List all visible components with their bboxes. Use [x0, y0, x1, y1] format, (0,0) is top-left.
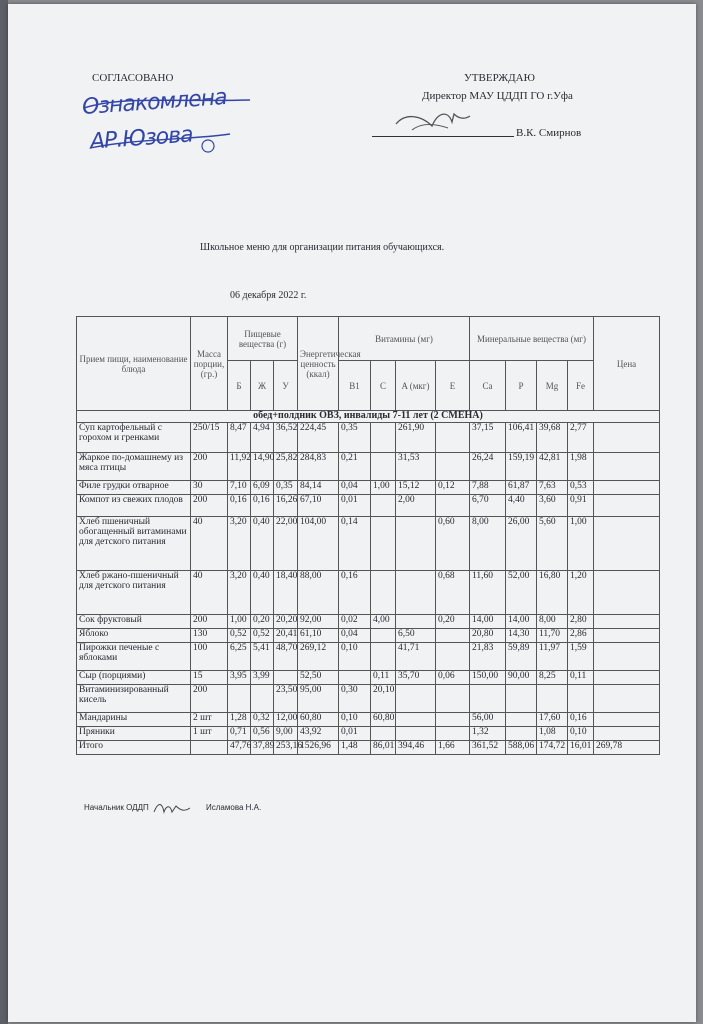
cell-mass: 200	[191, 453, 228, 481]
cell-mass: 2 шт	[191, 713, 228, 727]
cell-e: 0,20	[436, 615, 470, 629]
cell-b: 8,47	[228, 423, 251, 453]
cell-e	[436, 685, 470, 713]
cell-zh: 0,56	[251, 727, 274, 741]
cell-c	[371, 495, 396, 517]
cell-zh: 0,40	[251, 517, 274, 571]
cell-b1: 0,14	[339, 517, 371, 571]
cell-price	[594, 727, 660, 741]
cell-p: 106,41	[506, 423, 537, 453]
cell-energy: 52,50	[298, 671, 339, 685]
cell-energy: 61,10	[298, 629, 339, 643]
cell-energy: 60,80	[298, 713, 339, 727]
cell-mass: 100	[191, 643, 228, 671]
cell-energy: 92,00	[298, 615, 339, 629]
cell-ca: 8,00	[470, 517, 506, 571]
table-row	[77, 453, 660, 481]
header-e: E	[436, 361, 470, 411]
cell-ca	[470, 685, 506, 713]
cell-price	[594, 643, 660, 671]
total-u: 253,16	[274, 741, 298, 755]
cell-a: 41,71	[396, 643, 436, 671]
cell-e: 0,68	[436, 571, 470, 615]
document-date: 06 декабря 2022 г.	[230, 290, 307, 301]
cell-a	[396, 517, 436, 571]
cell-b1	[339, 671, 371, 685]
total-b1: 1,48	[339, 741, 371, 755]
menu-table	[76, 316, 660, 755]
cell-fe: 1,00	[568, 517, 594, 571]
cell-a	[396, 685, 436, 713]
cell-zh: 0,40	[251, 571, 274, 615]
cell-name: Пирожки печеные с яблоками	[77, 643, 191, 671]
cell-e	[436, 629, 470, 643]
approval-right-title: УТВЕРЖДАЮ	[464, 72, 535, 84]
cell-c	[371, 727, 396, 741]
header-meal: Прием пищи, наименование блюда	[77, 317, 191, 411]
cell-mass: 15	[191, 671, 228, 685]
cell-b: 7,10	[228, 481, 251, 495]
cell-a: 261,90	[396, 423, 436, 453]
cell-price	[594, 571, 660, 615]
header-vitamins: Витамины (мг)	[339, 317, 470, 361]
footer-position: Начальник ОДДП	[84, 803, 149, 812]
cell-c	[371, 423, 396, 453]
cell-b: 0,71	[228, 727, 251, 741]
cell-price	[594, 423, 660, 453]
cell-fe: 0,10	[568, 727, 594, 741]
cell-u: 18,40	[274, 571, 298, 615]
cell-name: Хлеб пшеничный обогащенный витаминами для детского питания	[77, 517, 191, 571]
cell-fe: 0,16	[568, 713, 594, 727]
cell-a: 6,50	[396, 629, 436, 643]
cell-name: Суп картофельный с горохом и гренками	[77, 423, 191, 453]
cell-zh: 0,52	[251, 629, 274, 643]
cell-a	[396, 727, 436, 741]
cell-a	[396, 713, 436, 727]
cell-u: 23,50	[274, 685, 298, 713]
cell-b: 11,92	[228, 453, 251, 481]
cell-fe: 0,91	[568, 495, 594, 517]
cell-p: 14,30	[506, 629, 537, 643]
header-energy: Энергетическая ценность (ккал)	[298, 317, 339, 411]
signature-line	[372, 136, 514, 137]
cell-name: Сыр (порциями)	[77, 671, 191, 685]
total-name: Итого	[77, 741, 191, 755]
cell-b1: 0,10	[339, 643, 371, 671]
cell-b1: 0,04	[339, 629, 371, 643]
header-ca: Ca	[470, 361, 506, 411]
cell-price	[594, 629, 660, 643]
cell-b1: 0,21	[339, 453, 371, 481]
cell-c: 1,00	[371, 481, 396, 495]
cell-ca: 21,83	[470, 643, 506, 671]
cell-mass: 200	[191, 685, 228, 713]
header-mg: Mg	[537, 361, 568, 411]
cell-a: 15,12	[396, 481, 436, 495]
footer-signature	[152, 800, 192, 816]
cell-u: 48,70	[274, 643, 298, 671]
cell-p: 4,40	[506, 495, 537, 517]
cell-c: 4,00	[371, 615, 396, 629]
cell-c	[371, 453, 396, 481]
header-b1: B1	[339, 361, 371, 411]
cell-mg: 16,80	[537, 571, 568, 615]
total-a: 394,46	[396, 741, 436, 755]
cell-mg: 11,70	[537, 629, 568, 643]
director-signature	[392, 104, 472, 136]
cell-mg: 7,63	[537, 481, 568, 495]
section-title: обед+полдник ОВЗ, инвалиды 7-11 лет (2 СМЕНА)	[77, 411, 660, 423]
cell-mg: 39,68	[537, 423, 568, 453]
approval-left-title: СОГЛАСОВАНО	[92, 72, 174, 84]
table-row	[77, 727, 660, 741]
cell-ca: 26,24	[470, 453, 506, 481]
cell-fe: 2,86	[568, 629, 594, 643]
cell-fe: 0,11	[568, 671, 594, 685]
document-title: Школьное меню для организации питания обучающихся.	[200, 242, 445, 253]
cell-fe: 1,59	[568, 643, 594, 671]
cell-ca: 11,60	[470, 571, 506, 615]
header-zh: Ж	[251, 361, 274, 411]
cell-price	[594, 453, 660, 481]
cell-u: 16,26	[274, 495, 298, 517]
cell-e	[436, 453, 470, 481]
cell-b: 3,20	[228, 517, 251, 571]
header-p: P	[506, 361, 537, 411]
cell-ca: 14,00	[470, 615, 506, 629]
cell-zh: 4,94	[251, 423, 274, 453]
cell-u: 0,35	[274, 481, 298, 495]
cell-name: Филе грудки отварное	[77, 481, 191, 495]
cell-zh: 0,32	[251, 713, 274, 727]
header-a: A (мкг)	[396, 361, 436, 411]
table-row	[77, 481, 660, 495]
header-b: Б	[228, 361, 251, 411]
handwritten-line-2: АР.Юзова	[89, 122, 194, 155]
table-row	[77, 671, 660, 685]
total-c: 86,01	[371, 741, 396, 755]
table-row	[77, 629, 660, 643]
cell-ca: 56,00	[470, 713, 506, 727]
table-row	[77, 571, 660, 615]
total-zh: 37,89	[251, 741, 274, 755]
cell-name: Яблоко	[77, 629, 191, 643]
header-c: C	[371, 361, 396, 411]
cell-name: Витаминизированный кисель	[77, 685, 191, 713]
cell-fe: 1,98	[568, 453, 594, 481]
cell-p	[506, 713, 537, 727]
cell-b: 3,20	[228, 571, 251, 615]
total-p: 588,06	[506, 741, 537, 755]
table-row	[77, 713, 660, 727]
cell-c	[371, 643, 396, 671]
cell-b1: 0,16	[339, 571, 371, 615]
cell-name: Сок фруктовый	[77, 615, 191, 629]
cell-ca: 7,88	[470, 481, 506, 495]
header-fe: Fe	[568, 361, 594, 411]
cell-energy: 67,10	[298, 495, 339, 517]
total-ca: 361,52	[470, 741, 506, 755]
cell-ca: 20,80	[470, 629, 506, 643]
cell-price	[594, 671, 660, 685]
cell-zh: 6,09	[251, 481, 274, 495]
cell-c	[371, 571, 396, 615]
total-price: 269,78	[594, 741, 660, 755]
cell-e	[436, 727, 470, 741]
cell-u: 36,52	[274, 423, 298, 453]
cell-a: 35,70	[396, 671, 436, 685]
cell-energy: 43,92	[298, 727, 339, 741]
table-row	[77, 615, 660, 629]
cell-u: 25,82	[274, 453, 298, 481]
cell-mass: 30	[191, 481, 228, 495]
cell-energy: 88,00	[298, 571, 339, 615]
cell-b1: 0,01	[339, 495, 371, 517]
cell-b: 0,16	[228, 495, 251, 517]
cell-name: Мандарины	[77, 713, 191, 727]
approval-right-name: В.К. Смирнов	[516, 127, 582, 139]
cell-e	[436, 713, 470, 727]
cell-c	[371, 517, 396, 571]
cell-ca: 6,70	[470, 495, 506, 517]
cell-b1: 0,01	[339, 727, 371, 741]
cell-b1: 0,10	[339, 713, 371, 727]
cell-ca: 1,32	[470, 727, 506, 741]
cell-price	[594, 713, 660, 727]
cell-b: 1,00	[228, 615, 251, 629]
cell-mg	[537, 685, 568, 713]
total-energy: 1526,96	[298, 741, 339, 755]
cell-mg: 8,25	[537, 671, 568, 685]
cell-fe: 1,20	[568, 571, 594, 615]
approval-right-position: Директор МАУ ЦДДП ГО г.Уфа	[422, 90, 573, 102]
cell-e	[436, 643, 470, 671]
cell-e: 0,12	[436, 481, 470, 495]
header-mass: Масса порции, (гр.)	[191, 317, 228, 411]
cell-b1: 0,30	[339, 685, 371, 713]
cell-name: Компот из свежих плодов	[77, 495, 191, 517]
cell-zh: 0,16	[251, 495, 274, 517]
cell-p: 59,89	[506, 643, 537, 671]
cell-p	[506, 727, 537, 741]
cell-b: 3,95	[228, 671, 251, 685]
handwritten-line-1: Ознакомлена	[81, 84, 228, 121]
cell-mg: 17,60	[537, 713, 568, 727]
cell-p: 52,00	[506, 571, 537, 615]
cell-u: 22,00	[274, 517, 298, 571]
cell-energy: 84,14	[298, 481, 339, 495]
cell-u: 12,00	[274, 713, 298, 727]
cell-price	[594, 615, 660, 629]
cell-fe: 2,80	[568, 615, 594, 629]
cell-p	[506, 685, 537, 713]
cell-p: 14,00	[506, 615, 537, 629]
cell-fe: 0,53	[568, 481, 594, 495]
cell-price	[594, 685, 660, 713]
cell-p: 90,00	[506, 671, 537, 685]
cell-c	[371, 629, 396, 643]
cell-mg: 3,60	[537, 495, 568, 517]
header-u: У	[274, 361, 298, 411]
cell-energy: 95,00	[298, 685, 339, 713]
cell-mg: 1,08	[537, 727, 568, 741]
cell-b: 0,52	[228, 629, 251, 643]
cell-mg: 11,97	[537, 643, 568, 671]
cell-b1: 0,02	[339, 615, 371, 629]
cell-zh: 14,90	[251, 453, 274, 481]
cell-u	[274, 671, 298, 685]
cell-mg: 5,60	[537, 517, 568, 571]
total-mass	[191, 741, 228, 755]
cell-u: 9,00	[274, 727, 298, 741]
header-price: Цена	[594, 317, 660, 411]
total-row	[77, 741, 660, 755]
cell-mg: 42,81	[537, 453, 568, 481]
cell-u: 20,20	[274, 615, 298, 629]
cell-name: Жаркое по-домашнему из мяса птицы	[77, 453, 191, 481]
cell-c: 60,80	[371, 713, 396, 727]
table-row	[77, 495, 660, 517]
cell-a: 31,53	[396, 453, 436, 481]
cell-p: 61,87	[506, 481, 537, 495]
cell-energy: 104,00	[298, 517, 339, 571]
cell-energy: 284,83	[298, 453, 339, 481]
cell-name: Хлеб ржано-пшеничный для детского питания	[77, 571, 191, 615]
cell-a	[396, 615, 436, 629]
cell-mass: 40	[191, 517, 228, 571]
header-minerals: Минеральные вещества (мг)	[470, 317, 594, 361]
cell-ca: 150,00	[470, 671, 506, 685]
cell-e	[436, 423, 470, 453]
cell-energy: 224,45	[298, 423, 339, 453]
cell-price	[594, 517, 660, 571]
cell-b	[228, 685, 251, 713]
cell-zh: 3,99	[251, 671, 274, 685]
cell-price	[594, 495, 660, 517]
cell-mass: 200	[191, 615, 228, 629]
cell-mass: 200	[191, 495, 228, 517]
cell-zh: 5,41	[251, 643, 274, 671]
cell-zh	[251, 685, 274, 713]
cell-price	[594, 481, 660, 495]
cell-mass: 40	[191, 571, 228, 615]
cell-b1: 0,04	[339, 481, 371, 495]
table-row	[77, 423, 660, 453]
cell-c: 20,10	[371, 685, 396, 713]
cell-ca: 37,15	[470, 423, 506, 453]
cell-b: 1,28	[228, 713, 251, 727]
cell-mass: 250/15	[191, 423, 228, 453]
cell-b1: 0,35	[339, 423, 371, 453]
background-edge	[0, 0, 8, 1024]
cell-fe: 2,77	[568, 423, 594, 453]
table-row	[77, 685, 660, 713]
cell-u: 20,41	[274, 629, 298, 643]
total-e: 1,66	[436, 741, 470, 755]
total-b: 47,76	[228, 741, 251, 755]
cell-name: Пряники	[77, 727, 191, 741]
table-row	[77, 643, 660, 671]
cell-mass: 130	[191, 629, 228, 643]
cell-a	[396, 571, 436, 615]
cell-e: 0,06	[436, 671, 470, 685]
cell-e	[436, 495, 470, 517]
cell-fe	[568, 685, 594, 713]
footer-name: Исламова Н.А.	[206, 803, 262, 812]
total-mg: 174,72	[537, 741, 568, 755]
cell-zh: 0,20	[251, 615, 274, 629]
cell-b: 6,25	[228, 643, 251, 671]
table-row	[77, 517, 660, 571]
cell-mg: 8,00	[537, 615, 568, 629]
cell-a: 2,00	[396, 495, 436, 517]
cell-c: 0,11	[371, 671, 396, 685]
cell-e: 0,60	[436, 517, 470, 571]
header-nutrients: Пищевые вещества (г)	[228, 317, 298, 361]
cell-p: 26,00	[506, 517, 537, 571]
total-fe: 16,01	[568, 741, 594, 755]
cell-energy: 269,12	[298, 643, 339, 671]
cell-p: 159,19	[506, 453, 537, 481]
cell-mass: 1 шт	[191, 727, 228, 741]
